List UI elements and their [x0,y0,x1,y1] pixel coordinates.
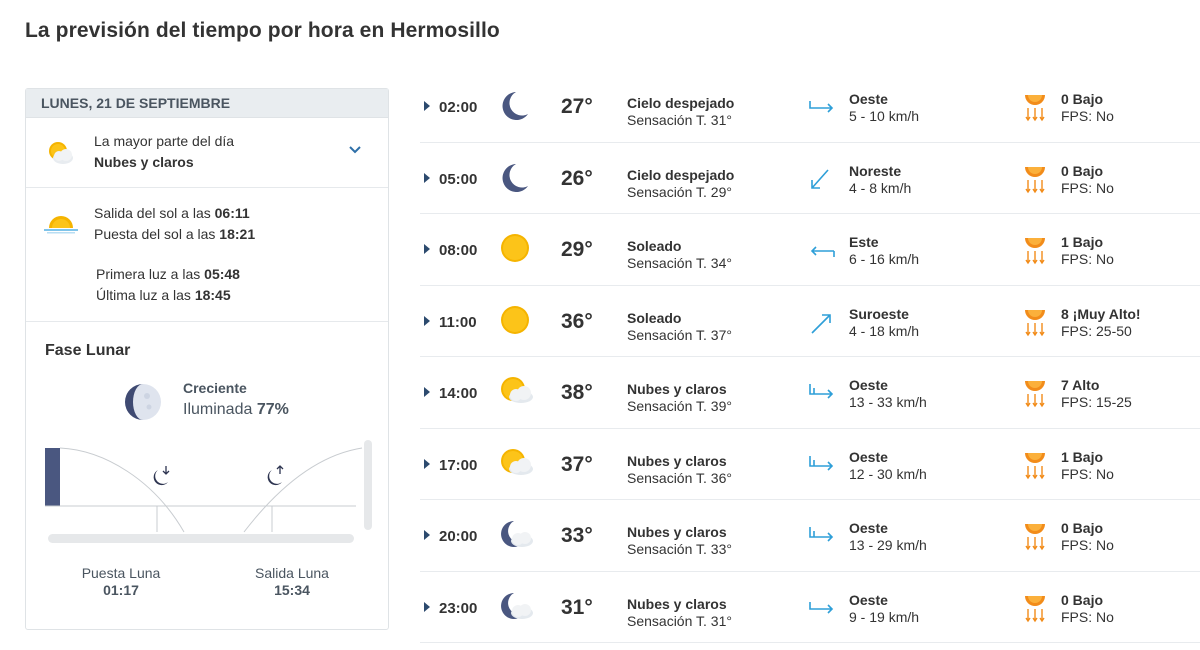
uv-index-icon [1023,306,1047,345]
uv-index-icon [1023,449,1047,488]
hour-condition: Nubes y claros [627,452,727,469]
wind-southwest-icon [808,311,836,340]
first-light-text: Primera luz a las 05:48 [96,266,240,282]
hour-row[interactable] [420,71,1200,143]
hour-row[interactable] [420,214,1200,286]
hour-feels-like: Sensación T. 34° [627,255,732,271]
wind-west-strong-icon [808,454,836,479]
last-light-time: 18:45 [194,287,231,303]
hour-time: 20:00 [439,528,478,545]
hour-temperature: 38° [561,381,593,404]
expand-arrow-icon[interactable] [424,173,430,183]
sunrise-time: 06:11 [214,205,250,221]
wind-speed: 13 - 29 km/h [849,537,927,553]
hour-row[interactable] [420,143,1200,215]
hour-temperature: 36° [561,309,593,333]
uv-index: 1 Bajo [1061,234,1104,250]
hour-feels-like: Sensación T. 29° [627,183,732,200]
hour-time: 11:00 [439,313,477,331]
fps-value: FPS: No [1061,465,1114,482]
uv-index: 0 Bajo [1061,520,1104,536]
uv-index: 1 Bajo [1061,448,1104,465]
expand-arrow-icon[interactable] [424,387,430,397]
hour-temperature: 29° [561,238,593,261]
hour-condition: Nubes y claros [627,381,727,397]
uv-index-icon [1023,163,1047,202]
wind-speed: 13 - 33 km/h [849,394,927,410]
moonrise-time: 15:34 [274,582,310,598]
wind-northeast-icon [808,168,836,197]
wind-direction: Oeste [849,591,888,608]
wind-west-icon [808,96,836,121]
fps-value: FPS: No [1061,108,1114,124]
fps-value: FPS: No [1061,608,1114,625]
sun-cloud-icon [46,140,76,171]
summary-label: La mayor parte del día [94,133,235,149]
uv-index-icon [1023,520,1047,559]
fps-value: FPS: 15-25 [1061,394,1132,410]
hour-temperature: 37° [561,452,593,476]
wind-east-icon [808,239,836,264]
moonset-label: Puesta Luna [81,565,161,581]
hour-feels-like: Sensación T. 33° [627,541,732,557]
sun-times [26,188,388,322]
hour-condition: Cielo despejado [627,95,735,111]
hour-condition: Cielo despejado [627,166,735,183]
moonrise-label: Salida Luna [255,565,329,581]
expand-arrow-icon[interactable] [424,602,430,612]
uv-index-icon [1023,91,1047,130]
hour-row[interactable] [420,500,1200,572]
wind-direction: Suroeste [849,305,909,322]
hour-temperature: 26° [561,166,593,190]
moon-illumination-value: 77% [256,401,289,418]
wind-direction: Oeste [849,448,888,465]
hour-temperature: 31° [561,595,593,619]
hour-feels-like: Sensación T. 39° [627,398,732,414]
sun-cloud-icon [500,376,534,411]
sunrise-text: Salida del sol a las 06:11 [94,205,250,221]
wind-direction: Este [849,234,879,250]
fps-value: FPS: No [1061,179,1114,196]
moon-chart-current-marker [45,448,60,506]
fps-value: FPS: 25-50 [1061,322,1132,339]
hourly-forecast-list [420,71,1200,643]
wind-direction: Noreste [849,162,902,179]
hour-row[interactable] [420,572,1200,644]
wind-speed: 6 - 16 km/h [849,251,920,267]
hour-feels-like: Sensación T. 37° [627,326,732,343]
wind-direction: Oeste [849,91,888,107]
first-light-time: 05:48 [204,266,240,282]
hour-time: 05:00 [439,170,478,188]
hour-time: 14:00 [439,385,478,402]
hour-feels-like: Sensación T. 36° [627,469,732,486]
wind-direction: Oeste [849,377,888,393]
moon-phase-name: Creciente [183,380,247,396]
uv-index: 8 ¡Muy Alto! [1061,305,1141,322]
hour-time: 23:00 [439,599,478,617]
moonrise-icon [268,466,283,485]
hour-time: 08:00 [439,242,478,259]
hour-condition: Soleado [627,238,682,254]
hour-row[interactable] [420,357,1200,429]
hour-row[interactable] [420,429,1200,501]
wind-speed: 12 - 30 km/h [849,465,927,482]
chevron-down-icon[interactable] [348,142,362,160]
moonset-icon [154,466,169,485]
wind-west-strong-icon [808,382,836,407]
hour-condition: Nubes y claros [627,524,727,540]
wind-west-icon [808,597,836,622]
wind-speed: 4 - 18 km/h [849,322,920,339]
sun-icon [500,305,530,340]
moon-illumination: Iluminada 77% [183,401,289,418]
wind-speed: 5 - 10 km/h [849,108,920,124]
expand-arrow-icon[interactable] [424,530,430,540]
hour-condition: Soleado [627,309,682,326]
uv-index: 7 Alto [1061,377,1100,393]
hour-condition: Nubes y claros [627,595,727,612]
expand-arrow-icon[interactable] [424,316,430,326]
summary-condition: Nubes y claros [94,154,194,170]
expand-arrow-icon[interactable] [424,459,430,469]
wind-west-strong-icon [808,525,836,550]
hour-temperature: 27° [561,95,593,118]
wind-speed: 9 - 19 km/h [849,608,920,625]
hour-time: 17:00 [439,456,478,474]
wind-direction: Oeste [849,520,888,536]
day-summary[interactable] [26,118,388,188]
last-light-text: Última luz a las 18:45 [96,287,231,303]
sunset-text: Puesta del sol a las 18:21 [94,226,256,242]
uv-index: 0 Bajo [1061,162,1104,179]
date-header: LUNES, 21 DE SEPTIEMBRE [26,89,388,118]
fps-value: FPS: No [1061,251,1114,267]
moon-chart [44,440,374,540]
hour-feels-like: Sensación T. 31° [627,112,732,128]
sunrise-icon [44,214,78,239]
uv-index-icon [1023,592,1047,631]
sunset-time: 18:21 [219,226,256,242]
expand-arrow-icon[interactable] [424,244,430,254]
day-card [25,88,389,630]
moon-chart-scrollbar[interactable] [48,534,354,543]
moon-phase-title: Fase Lunar [45,342,131,359]
wind-speed: 4 - 8 km/h [849,179,912,196]
moon-phase-icon [123,382,163,427]
hour-time: 02:00 [439,99,478,116]
hour-temperature: 33° [561,524,593,547]
uv-index: 0 Bajo [1061,591,1104,608]
fps-value: FPS: No [1061,537,1114,553]
moon-cloud-icon [500,519,534,554]
sun-icon [500,233,530,268]
uv-index-icon [1023,234,1047,273]
moon-cloud-icon [500,591,534,626]
uv-index: 0 Bajo [1061,91,1104,107]
moon-phase-section [26,322,388,622]
expand-arrow-icon[interactable] [424,101,430,111]
page-title: La previsión del tiempo por hora en Hermosillo [25,19,500,42]
moon-icon [500,162,530,199]
hour-row[interactable] [420,286,1200,358]
uv-index-icon [1023,377,1047,416]
moon-icon [500,90,530,127]
moon-chart-vscroll [364,440,372,530]
sun-cloud-icon [500,448,534,483]
hour-feels-like: Sensación T. 31° [627,612,732,629]
moonset-time: 01:17 [103,582,139,598]
